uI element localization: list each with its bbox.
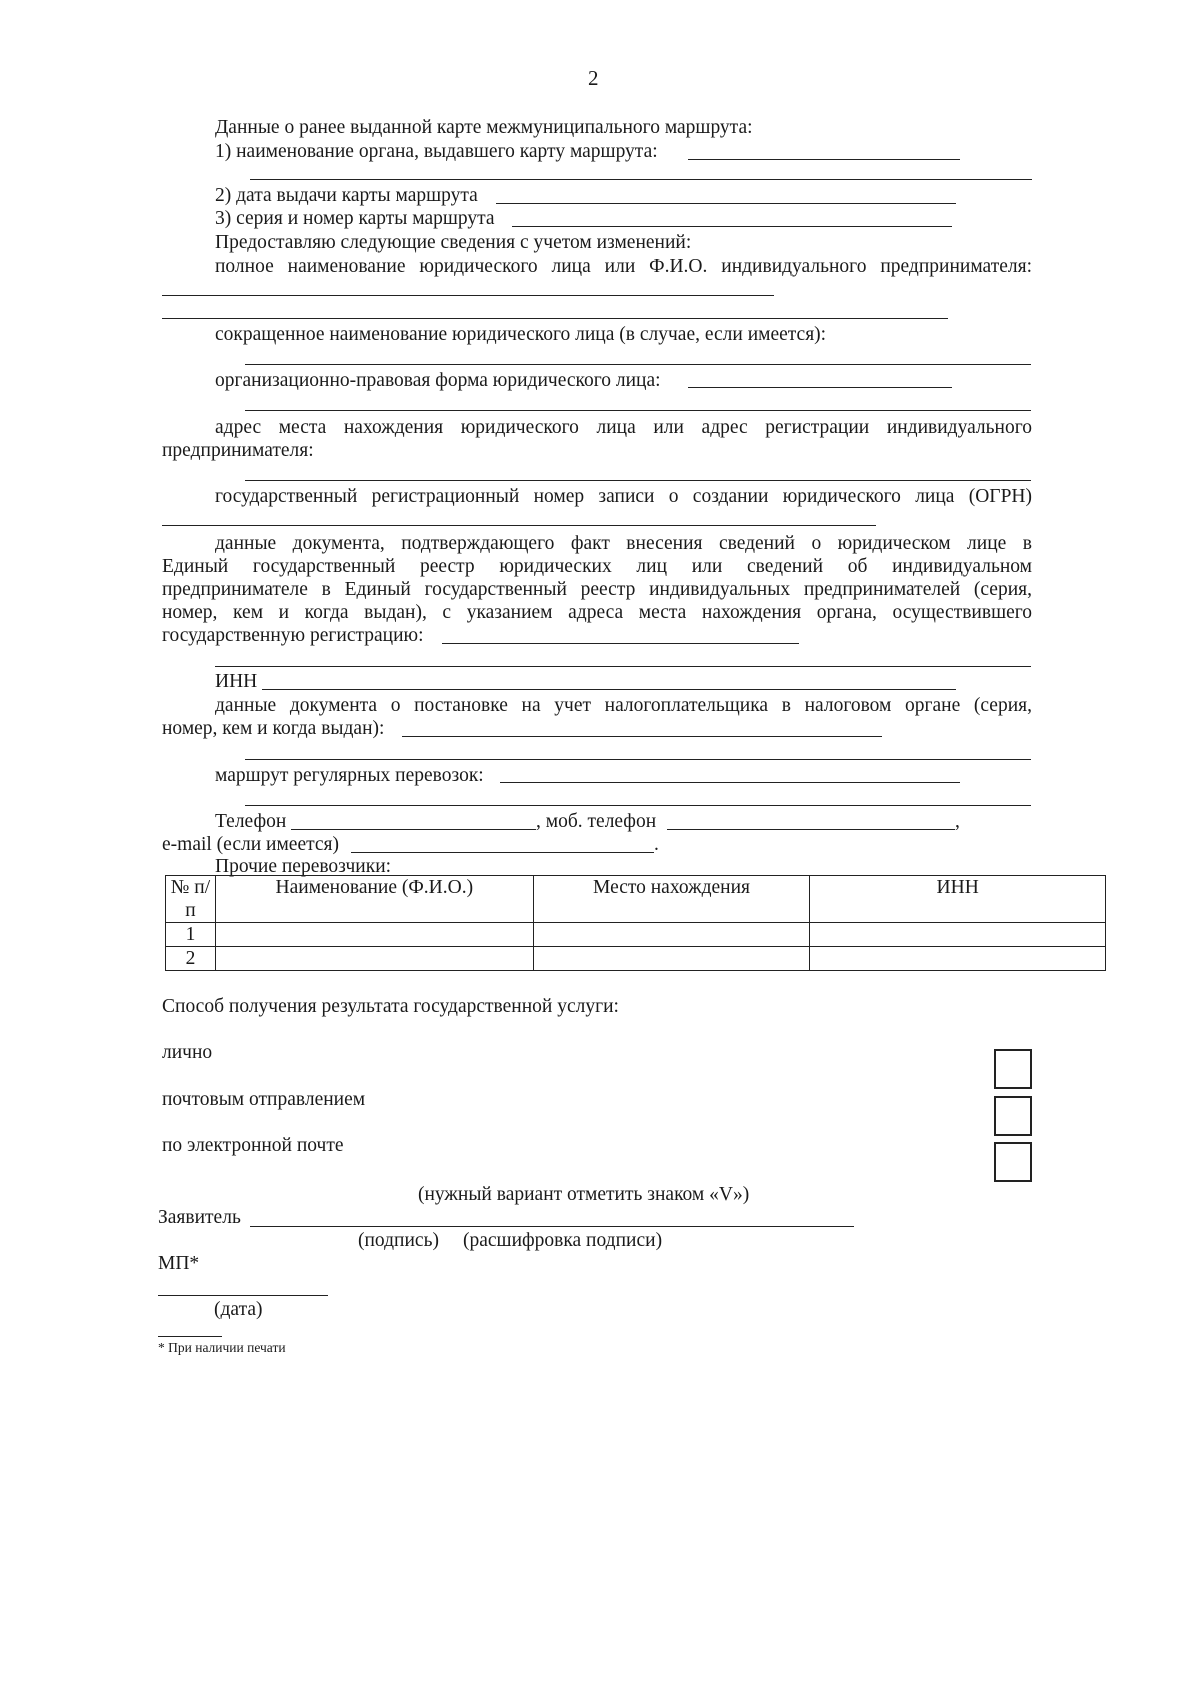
tax-doc-line2: номер, кем и когда выдан): (162, 718, 385, 739)
inn-label: ИНН (215, 671, 258, 692)
carriers-table (165, 875, 1106, 971)
other-carriers-label: Прочие перевозчики: (215, 856, 392, 877)
address-label-line2: предпринимателя: (162, 440, 314, 461)
inn-field[interactable] (262, 689, 956, 690)
footnote: * При наличии печати (158, 1340, 286, 1355)
full-name-label: полное наименование юридического лица или Ф.И.О. индивидуального предпринимателя: (215, 256, 1032, 277)
registry-doc-line3: предпринимателе в Единый государственный реестр индивидуальных предпринимателей (серия, (162, 579, 1032, 600)
checkbox-email[interactable] (994, 1142, 1032, 1182)
email-field[interactable] (351, 852, 654, 853)
page-number: 2 (588, 66, 599, 90)
table-header-row (166, 876, 1106, 923)
col-header-location: Место нахождения (533, 876, 810, 923)
issuer-field-continuation[interactable] (250, 179, 1032, 180)
date-caption: (дата) (214, 1299, 263, 1320)
full-name-field-continuation[interactable] (162, 318, 948, 319)
row-name-cell[interactable] (215, 923, 533, 947)
checkbox-post[interactable] (994, 1096, 1032, 1136)
legal-form-label: организационно-правовая форма юридического лица: (215, 370, 661, 391)
mobile-field[interactable] (667, 829, 955, 830)
ogrn-label: государственный регистрационный номер записи о создании юридического лица (ОГРН) (215, 486, 1032, 507)
sign-caption: (подпись) (358, 1230, 439, 1251)
row-location-cell[interactable] (533, 947, 810, 971)
route-label: маршрут регулярных перевозок: (215, 765, 484, 786)
seal-label: МП* (158, 1253, 200, 1274)
route-field-continuation[interactable] (245, 805, 1031, 806)
legal-form-field-continuation[interactable] (245, 410, 1031, 411)
delivery-option-in-person: лично (162, 1042, 213, 1063)
row-number: 1 (166, 923, 216, 947)
row-number: 2 (166, 947, 216, 971)
col-header-inn: ИНН (810, 876, 1106, 923)
issuer-field[interactable] (688, 159, 960, 160)
mobile-comma: , (955, 811, 960, 832)
table-row (166, 923, 1106, 947)
registry-doc-line5: государственную регистрацию: (162, 625, 424, 646)
row-location-cell[interactable] (533, 923, 810, 947)
registry-doc-line2: Единый государственный реестр юридических лиц или сведений об индивидуальном (162, 556, 1032, 577)
table-row (166, 947, 1106, 971)
tax-doc-field-continuation[interactable] (245, 759, 1031, 760)
tax-doc-line1: данные документа о постановке на учет налогоплательщика в налоговом органе (серия, (215, 695, 1032, 716)
date-field[interactable] (158, 1295, 328, 1296)
legal-form-field[interactable] (688, 387, 952, 388)
changes-intro: Предоставляю следующие сведения с учетом изменений: (215, 232, 692, 253)
delivery-heading: Способ получения результата государственной услуги: (162, 996, 619, 1017)
registry-doc-line1: данные документа, подтверждающего факт внесения сведений о юридическом лице в (215, 533, 1032, 554)
issue-date-field[interactable] (496, 203, 956, 204)
applicant-signature-field[interactable] (250, 1226, 854, 1227)
short-name-label: сокращенное наименование юридического лица (в случае, если имеется): (215, 324, 827, 345)
prev-card-item2-label: 2) дата выдачи карты маршрута (215, 185, 478, 206)
prev-card-item1-label: 1) наименование органа, выдавшего карту маршрута: (215, 141, 658, 162)
footnote-separator (158, 1336, 222, 1337)
registry-doc-line4: номер, кем и когда выдан), с указанием адреса места нахождения органа, осуществившего (162, 602, 1032, 623)
registry-doc-field-continuation[interactable] (215, 666, 1031, 667)
card-number-field[interactable] (512, 226, 952, 227)
phone-label: Телефон (215, 811, 287, 832)
col-header-number: № п/п (166, 876, 216, 923)
email-label: e-mail (если имеется) (162, 834, 339, 855)
delivery-note: (нужный вариант отметить знаком «V») (418, 1184, 750, 1205)
ogrn-field[interactable] (162, 525, 876, 526)
registry-doc-field[interactable] (442, 643, 799, 644)
mobile-label: , моб. телефон (536, 811, 657, 832)
full-name-field[interactable] (162, 295, 774, 296)
route-field[interactable] (500, 782, 960, 783)
prev-card-heading: Данные о ранее выданной карте межмуниципального маршрута: (215, 117, 753, 138)
delivery-option-post: почтовым отправлением (162, 1089, 366, 1110)
tax-doc-field[interactable] (402, 736, 882, 737)
short-name-field[interactable] (245, 364, 1031, 365)
applicant-label: Заявитель (158, 1207, 241, 1228)
row-name-cell[interactable] (215, 947, 533, 971)
phone-field[interactable] (291, 829, 536, 830)
email-period: . (654, 834, 659, 855)
delivery-option-email: по электронной почте (162, 1135, 344, 1156)
decode-caption: (расшифровка подписи) (463, 1230, 663, 1251)
prev-card-item3-label: 3) серия и номер карты маршрута (215, 208, 495, 229)
col-header-name: Наименование (Ф.И.О.) (215, 876, 533, 923)
row-inn-cell[interactable] (810, 947, 1106, 971)
row-inn-cell[interactable] (810, 923, 1106, 947)
address-field[interactable] (245, 480, 1031, 481)
address-label-line1: адрес места нахождения юридического лица или адрес регистрации индивидуального (215, 417, 1032, 438)
checkbox-in-person[interactable] (994, 1049, 1032, 1089)
